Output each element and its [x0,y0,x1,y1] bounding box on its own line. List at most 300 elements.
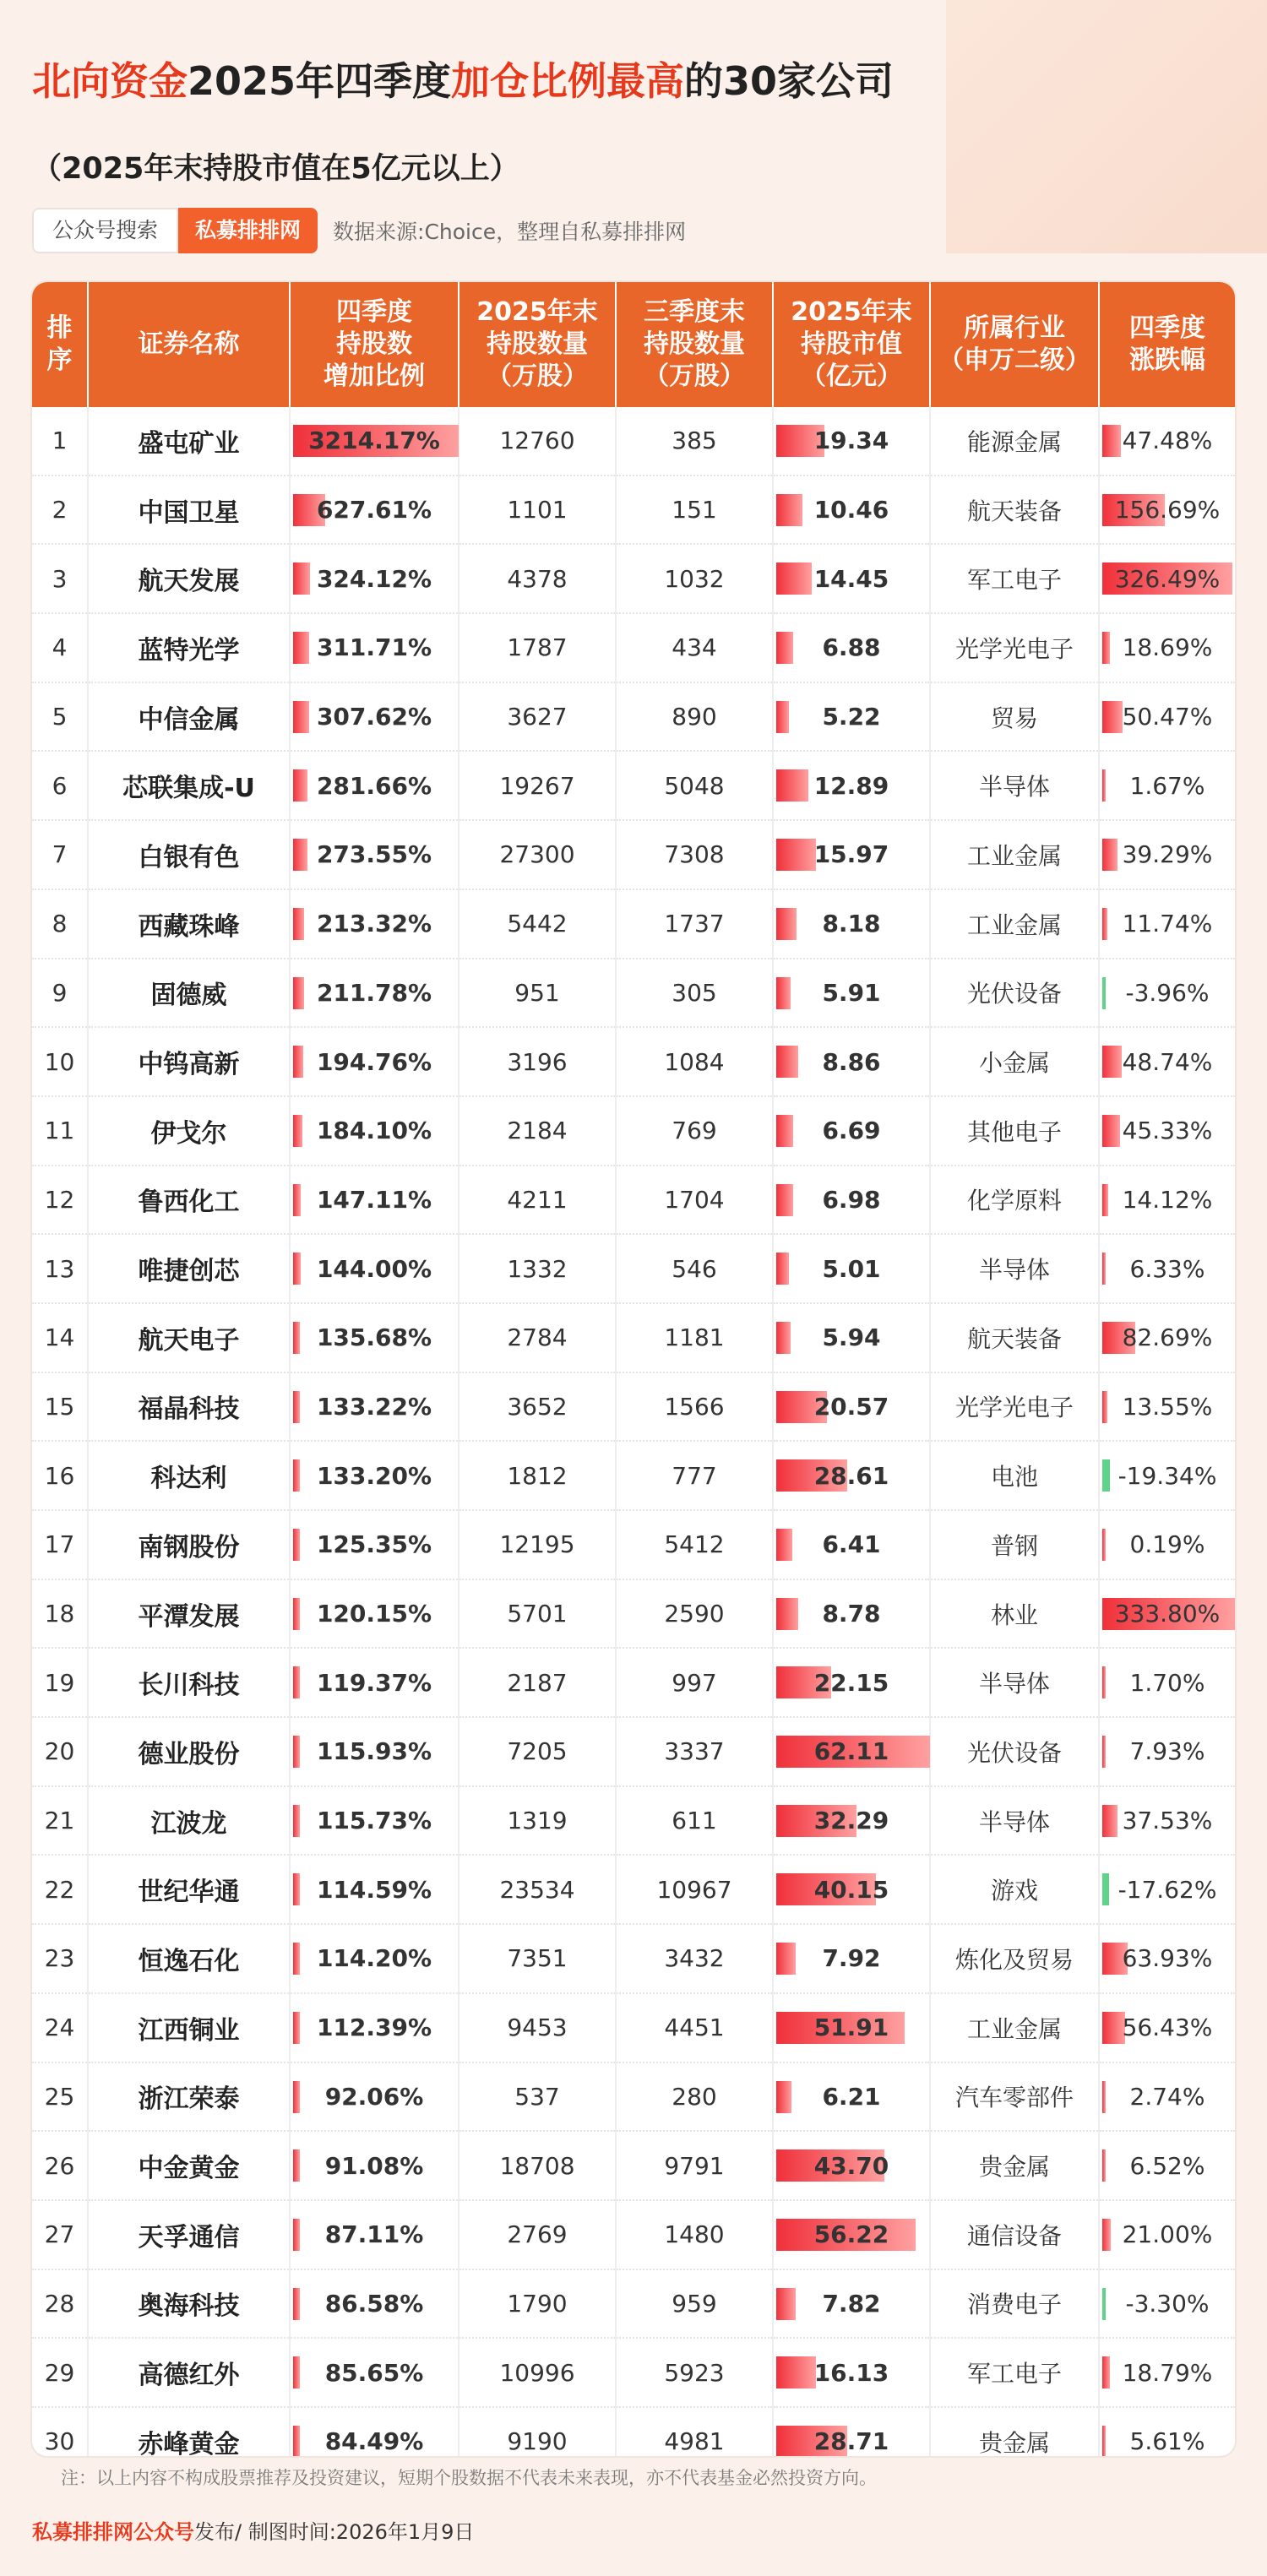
market-value-cell [773,476,930,545]
q4-change-cell-bar [1102,1459,1110,1492]
q3-holding-cell: 385 [616,407,773,476]
market-value-cell [773,2200,930,2269]
increase-ratio-cell-bar [293,562,310,595]
increase-ratio-cell [290,1441,459,1510]
q4-change-cell [1099,2062,1235,2132]
header-line: 排 [46,313,73,343]
table-row [32,751,1235,820]
security-name-cell: 南钢股份 [88,1510,290,1579]
increase-ratio-cell-wrap [291,407,458,475]
market-value-cell-value: 20.57 [813,1392,889,1421]
increase-ratio-cell-bar [293,1529,300,1561]
table-row [32,1303,1235,1372]
q4-change-cell-bar [1102,1736,1106,1768]
security-name-cell: 江西铜业 [88,1993,290,2062]
increase-ratio-cell [290,1027,459,1096]
header-line: （万股） [644,361,745,391]
q4-change-cell [1099,2269,1235,2339]
increase-ratio-cell-bar [293,908,304,940]
market-value-cell-wrap [774,2270,929,2338]
increase-ratio-cell-wrap [291,959,458,1027]
increase-ratio-cell-value: 85.65% [324,2358,424,2387]
increase-ratio-cell-value: 281.66% [316,771,432,800]
increase-ratio-cell-bar [293,1184,301,1216]
q4-change-cell-bar [1102,2288,1106,2320]
header-line: 证券名称 [138,329,240,359]
industry-cell: 普钢 [930,1510,1099,1579]
market-value-cell-bar [776,1598,798,1630]
increase-ratio-cell [290,889,459,959]
q4-holding-cell: 9453 [459,1993,616,2062]
increase-ratio-cell-bar [293,2219,300,2251]
table-row [32,1717,1235,1786]
q4-change-cell-value: 37.53% [1122,1807,1213,1835]
q4-change-cell-bar [1102,2081,1106,2113]
increase-ratio-cell [290,1579,459,1649]
market-value-cell [773,2062,930,2132]
rank-cell: 23 [32,1924,88,1993]
rank-cell: 7 [32,820,88,889]
security-name-cell: 科达利 [88,1441,290,1510]
header-line: （亿元） [801,361,902,391]
market-value-cell-value: 10.46 [813,496,889,524]
rank-cell: 13 [32,1234,88,1303]
q3-holding-cell: 5923 [616,2338,773,2407]
market-value-cell-wrap [774,614,929,682]
increase-ratio-cell [290,613,459,682]
increase-ratio-cell-wrap [291,1442,458,1509]
q4-change-cell-value: 6.52% [1129,2151,1205,2180]
industry-cell: 军工电子 [930,2338,1099,2407]
q3-holding-cell: 890 [616,682,773,752]
rank-cell: 22 [32,1855,88,1924]
increase-ratio-cell-value: 311.71% [316,633,432,662]
table-row [32,2269,1235,2339]
increase-ratio-cell-value: 324.12% [316,564,432,593]
rank-cell: 11 [32,1096,88,1166]
rank-cell: 19 [32,1648,88,1717]
market-value-cell-wrap [774,1442,929,1509]
q4-change-cell-wrap [1100,683,1235,751]
increase-ratio-cell [290,1303,459,1372]
q3-holding-cell: 1737 [616,889,773,959]
increase-ratio-cell-value: 87.11% [324,2220,424,2249]
q4-change-cell-value: -3.30% [1125,2289,1210,2318]
q4-holding-cell: 1332 [459,1234,616,1303]
q4-change-cell-value: 18.69% [1122,633,1213,662]
market-value-cell-wrap [774,545,929,612]
market-value-cell-value: 6.41 [822,1530,881,1559]
header-line: 涨跌幅 [1129,345,1205,375]
header-line: 2025年末 [476,297,598,327]
increase-ratio-cell-wrap [291,1373,458,1441]
q4-holding-cell: 5442 [459,889,616,959]
q4-holding-cell: 9190 [459,2407,616,2456]
q4-change-cell-wrap [1100,890,1235,958]
q3-holding-cell: 3432 [616,1924,773,1993]
q3-holding-cell: 2590 [616,1579,773,1649]
increase-ratio-cell-bar [293,1873,300,1905]
security-name-cell: 芯联集成-U [88,751,290,820]
increase-ratio-cell-bar [293,1943,300,1975]
market-value-cell-bar [776,562,812,595]
increase-ratio-cell-wrap [291,1994,458,2062]
increase-ratio-cell-wrap [291,1580,458,1648]
market-value-cell-value: 5.22 [822,703,881,731]
increase-ratio-cell [290,2407,459,2456]
rank-cell: 29 [32,2338,88,2407]
increase-ratio-cell-value: 273.55% [316,840,432,869]
q4-change-cell-bar [1102,632,1110,664]
increase-ratio-cell-bar [293,1666,300,1698]
q4-change-cell [1099,1096,1235,1166]
q4-change-cell-bar [1102,769,1106,802]
increase-ratio-cell-wrap [291,1304,458,1372]
table-header-row [32,282,1235,407]
increase-ratio-cell-bar [293,2426,300,2456]
q4-holding-cell: 2784 [459,1303,616,1372]
q4-holding-cell: 1101 [459,476,616,545]
q4-change-cell-wrap [1100,1718,1235,1785]
market-value-cell-value: 56.22 [813,2220,889,2249]
increase-ratio-cell [290,1372,459,1442]
q4-change-cell [1099,2200,1235,2269]
security-name-cell: 奥海科技 [88,2269,290,2339]
security-name-cell: 航天电子 [88,1303,290,1372]
industry-cell: 半导体 [930,1234,1099,1303]
security-name-cell: 航天发展 [88,544,290,613]
industry-cell: 光学光电子 [930,613,1099,682]
increase-ratio-cell [290,2062,459,2132]
rank-cell: 15 [32,1372,88,1442]
increase-ratio-cell-value: 3214.17% [308,427,440,455]
security-name-cell: 白银有色 [88,820,290,889]
background-decoration [946,0,1267,253]
market-value-cell-bar [776,1115,793,1147]
q4-holding-cell: 1319 [459,1786,616,1856]
increase-ratio-cell [290,1096,459,1166]
rank-cell: 26 [32,2131,88,2200]
market-value-cell-value: 5.94 [822,1323,881,1352]
q4-change-cell [1099,959,1235,1028]
rank-cell: 25 [32,2062,88,2132]
security-name-cell: 西藏珠峰 [88,889,290,959]
increase-ratio-cell [290,2338,459,2407]
industry-cell: 光学光电子 [930,1372,1099,1442]
rank-cell: 9 [32,959,88,1028]
q4-change-cell-value: 5.61% [1129,2427,1205,2456]
increase-ratio-cell-wrap [291,890,458,958]
market-value-cell-value: 15.97 [813,840,889,869]
market-value-cell [773,1717,930,1786]
q3-holding-cell: 546 [616,1234,773,1303]
market-value-cell [773,1786,930,1856]
q4-holding-cell: 19267 [459,751,616,820]
increase-ratio-cell-value: 112.39% [316,2014,432,2042]
q4-change-cell-bar [1102,977,1106,1009]
market-value-cell-value: 5.01 [822,1254,881,1283]
rank-cell: 2 [32,476,88,545]
q4-change-cell-value: -19.34% [1117,1461,1217,1490]
increase-ratio-cell-value: 119.37% [316,1668,432,1697]
industry-cell: 半导体 [930,751,1099,820]
market-value-cell-wrap [774,1649,929,1716]
market-value-cell [773,751,930,820]
market-value-cell-wrap [774,476,929,544]
q4-change-cell-bar [1102,908,1107,940]
q4-change-cell-bar [1102,1391,1107,1423]
market-value-cell-bar [776,2288,796,2320]
table-row [32,2062,1235,2132]
q3-holding-cell: 3337 [616,1717,773,1786]
q3-holding-cell: 611 [616,1786,773,1856]
market-value-cell [773,1993,930,2062]
market-value-cell-wrap [774,683,929,751]
q4-change-cell-wrap [1100,1442,1235,1509]
market-value-cell-bar [776,632,793,664]
table-body [32,407,1235,2456]
market-value-cell-bar [776,769,808,802]
market-value-cell-value: 8.86 [822,1047,881,1076]
increase-ratio-cell-bar [293,1459,300,1492]
q4-change-cell-bar [1102,2219,1111,2251]
industry-cell: 游戏 [930,1855,1099,1924]
q4-change-cell [1099,613,1235,682]
security-name-cell: 江波龙 [88,1786,290,1856]
table-row [32,2131,1235,2200]
industry-cell: 小金属 [930,1027,1099,1096]
market-value-cell [773,1166,930,1235]
q4-change-cell-value: 63.93% [1122,1944,1213,1973]
q4-change-cell-value: 11.74% [1122,910,1213,938]
q3-holding-cell: 959 [616,2269,773,2339]
market-value-cell-bar [776,1943,796,1975]
q4-holding-cell: 537 [459,2062,616,2132]
q4-holding-cell: 4211 [459,1166,616,1235]
q4-change-cell [1099,1579,1235,1649]
header-line: 持股数 [336,329,412,359]
increase-ratio-cell-bar [293,2149,300,2182]
increase-ratio-cell-value: 125.35% [316,1530,432,1559]
title-part-2: 2025年四季度 [188,58,452,104]
market-value-cell-bar [776,1046,798,1078]
q4-change-cell-bar [1102,1666,1106,1698]
q4-change-cell-wrap [1100,1304,1235,1372]
increase-ratio-cell-bar [293,1253,301,1285]
increase-ratio-cell-wrap [291,1649,458,1716]
q4-change-cell [1099,1234,1235,1303]
table-row [32,1648,1235,1717]
table-row [32,1441,1235,1510]
increase-ratio-cell-bar [293,1115,302,1147]
q4-change-cell-wrap [1100,476,1235,544]
increase-ratio-cell [290,1510,459,1579]
header-line: （申万二级） [938,345,1090,375]
q3-holding-cell: 9791 [616,2131,773,2200]
q4-change-cell-value: 6.33% [1129,1254,1205,1283]
market-value-cell-wrap [774,2201,929,2269]
increase-ratio-cell-bar [293,1736,300,1768]
table-row [32,476,1235,545]
increase-ratio-cell-value: 213.32% [316,910,432,938]
header-line: 四季度 [336,297,412,327]
industry-cell: 消费电子 [930,2269,1099,2339]
market-value-cell [773,2131,930,2200]
market-value-cell-bar [776,1184,793,1216]
industry-cell: 通信设备 [930,2200,1099,2269]
q4-change-cell-value: 7.93% [1129,1737,1205,1766]
increase-ratio-cell [290,544,459,613]
market-value-cell [773,1924,930,1993]
q4-change-cell-bar [1102,1805,1117,1837]
q4-holding-cell: 12195 [459,1510,616,1579]
rank-cell: 5 [32,682,88,752]
q4-holding-cell: 4378 [459,544,616,613]
title-part-4: 的30家公司 [684,58,895,104]
q4-change-cell [1099,751,1235,820]
q4-change-cell-value: 326.49% [1114,564,1221,593]
q4-change-cell-value: 2.74% [1129,2082,1205,2111]
q4-change-cell-wrap [1100,1235,1235,1302]
market-value-cell-wrap [774,1028,929,1095]
header-line: 序 [46,345,73,375]
q4-change-cell [1099,1924,1235,1993]
security-name-cell: 中国卫星 [88,476,290,545]
q3-holding-cell: 4451 [616,1993,773,2062]
q4-holding-cell: 1812 [459,1441,616,1510]
q4-change-cell-wrap [1100,959,1235,1027]
table-row [32,820,1235,889]
table-row [32,959,1235,1028]
increase-ratio-cell-value: 135.68% [316,1323,432,1352]
rank-cell: 30 [32,2407,88,2456]
increase-ratio-cell-bar [293,632,309,664]
increase-ratio-cell-bar [293,701,309,733]
market-value-cell-value: 40.15 [813,1875,889,1904]
increase-ratio-cell-bar [293,1322,300,1354]
increase-ratio-cell-value: 194.76% [316,1047,432,1076]
market-value-cell [773,2338,930,2407]
q4-change-cell-value: 48.74% [1122,1047,1213,1076]
market-value-cell-value: 6.69 [822,1117,881,1145]
rank-cell: 17 [32,1510,88,1579]
table-row [32,1096,1235,1166]
increase-ratio-cell-wrap [291,2132,458,2199]
q4-change-cell [1099,1993,1235,2062]
header-name [88,282,290,407]
table-row [32,889,1235,959]
increase-ratio-cell [290,2200,459,2269]
q4-holding-cell: 3627 [459,682,616,752]
market-value-cell-value: 28.71 [813,2427,889,2456]
market-value-cell-wrap [774,959,929,1027]
industry-cell: 能源金属 [930,407,1099,476]
q4-change-cell-bar [1102,1115,1120,1147]
header-rank [32,282,88,407]
q4-change-cell [1099,407,1235,476]
market-value-cell-bar [776,494,802,526]
q3-holding-cell: 305 [616,959,773,1028]
market-value-cell-value: 6.98 [822,1185,881,1214]
market-value-cell [773,1579,930,1649]
header-line: 持股数量 [644,329,745,359]
increase-ratio-cell-value: 211.78% [316,978,432,1007]
increase-ratio-cell-value: 133.22% [316,1392,432,1421]
increase-ratio-cell-wrap [291,545,458,612]
page-title [32,51,894,106]
increase-ratio-cell-bar [293,1046,303,1078]
table-row [32,1510,1235,1579]
increase-ratio-cell-wrap [291,2063,458,2131]
increase-ratio-cell-wrap [291,1097,458,1165]
increase-ratio-cell-wrap [291,2339,458,2406]
increase-ratio-cell-bar [293,1805,300,1837]
industry-cell: 电池 [930,1441,1099,1510]
increase-ratio-cell-value: 627.61% [316,496,432,524]
market-value-cell-value: 8.18 [822,910,881,938]
industry-cell: 工业金属 [930,889,1099,959]
q4-change-cell [1099,1510,1235,1579]
source-bar [32,208,686,253]
market-value-cell-wrap [774,821,929,889]
market-value-cell [773,889,930,959]
security-name-cell: 赤峰黄金 [88,2407,290,2456]
rank-cell: 10 [32,1027,88,1096]
header-q3-holding [616,282,773,407]
market-value-cell-wrap [774,1925,929,1992]
search-tag: 公众号搜索 [32,208,178,253]
industry-cell: 半导体 [930,1786,1099,1856]
security-name-cell: 蓝特光学 [88,613,290,682]
increase-ratio-cell-bar [293,2012,300,2044]
increase-ratio-cell-wrap [291,2201,458,2269]
q4-holding-cell: 23534 [459,1855,616,1924]
market-value-cell-wrap [774,407,929,475]
q4-change-cell-value: 1.70% [1129,1668,1205,1697]
table-row [32,2407,1235,2456]
security-name-cell: 固德威 [88,959,290,1028]
increase-ratio-cell [290,1648,459,1717]
q4-holding-cell: 2184 [459,1096,616,1166]
industry-cell: 半导体 [930,1648,1099,1717]
q4-change-cell-wrap [1100,1373,1235,1441]
increase-ratio-cell-value: 114.20% [316,1944,432,1973]
market-value-cell-wrap [774,1235,929,1302]
market-value-cell-wrap [774,2132,929,2199]
q3-holding-cell: 10967 [616,1855,773,1924]
security-name-cell: 伊戈尔 [88,1096,290,1166]
q4-holding-cell: 12760 [459,407,616,476]
market-value-cell-wrap [774,2408,929,2456]
market-value-cell-bar [776,977,791,1009]
q4-change-cell-wrap [1100,1787,1235,1855]
brand-tag: 私募排排网 [178,208,318,253]
footer-text: 发布/ 制图时间:2026年1月9日 [194,2520,475,2544]
increase-ratio-cell-value: 120.15% [316,1600,432,1628]
market-value-cell-bar [776,908,797,940]
q3-holding-cell: 1084 [616,1027,773,1096]
header-line: 三季度末 [644,297,745,327]
q4-change-cell-value: 14.12% [1122,1185,1213,1214]
market-value-cell [773,959,930,1028]
industry-cell: 汽车零部件 [930,2062,1099,2132]
rank-cell: 6 [32,751,88,820]
increase-ratio-cell-bar [293,769,307,802]
q3-holding-cell: 777 [616,1441,773,1510]
market-value-cell [773,682,930,752]
q4-change-cell-bar [1102,1529,1106,1561]
q4-holding-cell: 1790 [459,2269,616,2339]
